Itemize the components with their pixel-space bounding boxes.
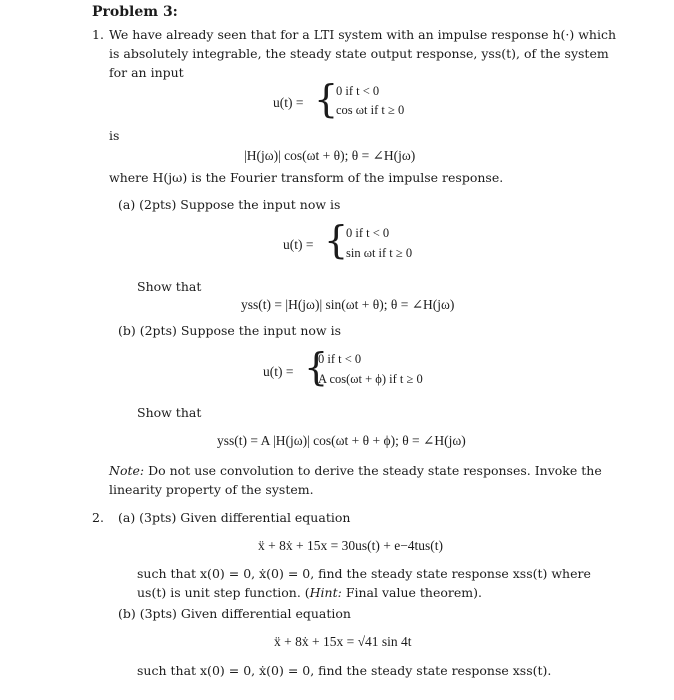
p1-line-3: for an input — [109, 65, 184, 80]
brace-icon: { — [314, 77, 339, 121]
note-label: Note: — [109, 463, 145, 478]
p2a-line-2-pre: us(t) is unit step function. ( — [137, 585, 310, 600]
p1a-show-that: Show that — [137, 279, 202, 294]
brace-icon: { — [324, 218, 349, 262]
p1a-result: yss(t) = |H(jω)| sin(ωt + θ); θ = ∠H(jω) — [241, 297, 455, 312]
item-number-2: 2. — [92, 510, 104, 525]
p1b-result: yss(t) = A |H(jω)| cos(ωt + θ + ϕ); θ = ∠H(jω) — [217, 433, 466, 448]
p2a-eq: ẍ + 8ẋ + 15x = 30us(t) + e−4tus(t) — [258, 538, 444, 553]
eq1-case-1: 0 if t < 0 — [336, 84, 380, 98]
brace-icon: { — [304, 345, 329, 389]
p1a-eq-lhs: u(t) = — [283, 237, 314, 252]
p2a-label: (a) (3pts) Given differential equation — [118, 510, 351, 525]
p2a-line-2-post: Final value theorem). — [341, 585, 482, 600]
p1b-label: (b) (2pts) Suppose the input now is — [118, 323, 341, 338]
eq2: |H(jω)| cos(ωt + θ); θ = ∠H(jω) — [244, 148, 416, 163]
p2b-label: (b) (3pts) Given differential equation — [118, 606, 351, 621]
p2a-line-1: such that x(0) = 0, ẋ(0) = 0, find the steady state response xss(t) where — [137, 566, 591, 581]
p1-where: where H(jω) is the Fourier transform of the impulse response. — [109, 170, 504, 185]
p1b-show-that: Show that — [137, 405, 202, 420]
hint-label: Hint: — [309, 585, 342, 600]
problem-title: Problem 3: — [92, 4, 178, 20]
note-line-1 — [109, 463, 602, 478]
eq1-case-2: cos ωt if t ≥ 0 — [336, 103, 405, 117]
item-number-1: 1. — [92, 27, 104, 42]
p1b-eq-lhs: u(t) = — [263, 364, 294, 379]
p1-line-1: We have already seen that for a LTI system with an impulse response h(·) which — [109, 27, 617, 42]
eq1-lhs: u(t) = — [273, 95, 304, 110]
p1b-case-1: 0 if t < 0 — [318, 352, 362, 366]
p2a-line-2 — [137, 585, 482, 600]
p1b-case-2: A cos(ωt + ϕ) if t ≥ 0 — [318, 372, 423, 386]
p1a-label: (a) (2pts) Suppose the input now is — [118, 197, 341, 212]
p1-is: is — [109, 128, 120, 143]
p2b-eq: ẍ + 8ẋ + 15x = √41 sin 4t — [274, 634, 412, 649]
p1-line-2: is absolutely integrable, the steady state output response, yss(t), of the system — [109, 46, 609, 61]
p1a-case-2: sin ωt if t ≥ 0 — [346, 246, 413, 260]
note-line-2: linearity property of the system. — [109, 482, 314, 497]
p2b-line-1: such that x(0) = 0, ẋ(0) = 0, find the steady state response xss(t). — [137, 663, 552, 678]
note-text-1: Do not use convolution to derive the steady state responses. Invoke the — [148, 463, 602, 478]
p1a-case-1: 0 if t < 0 — [346, 226, 390, 240]
